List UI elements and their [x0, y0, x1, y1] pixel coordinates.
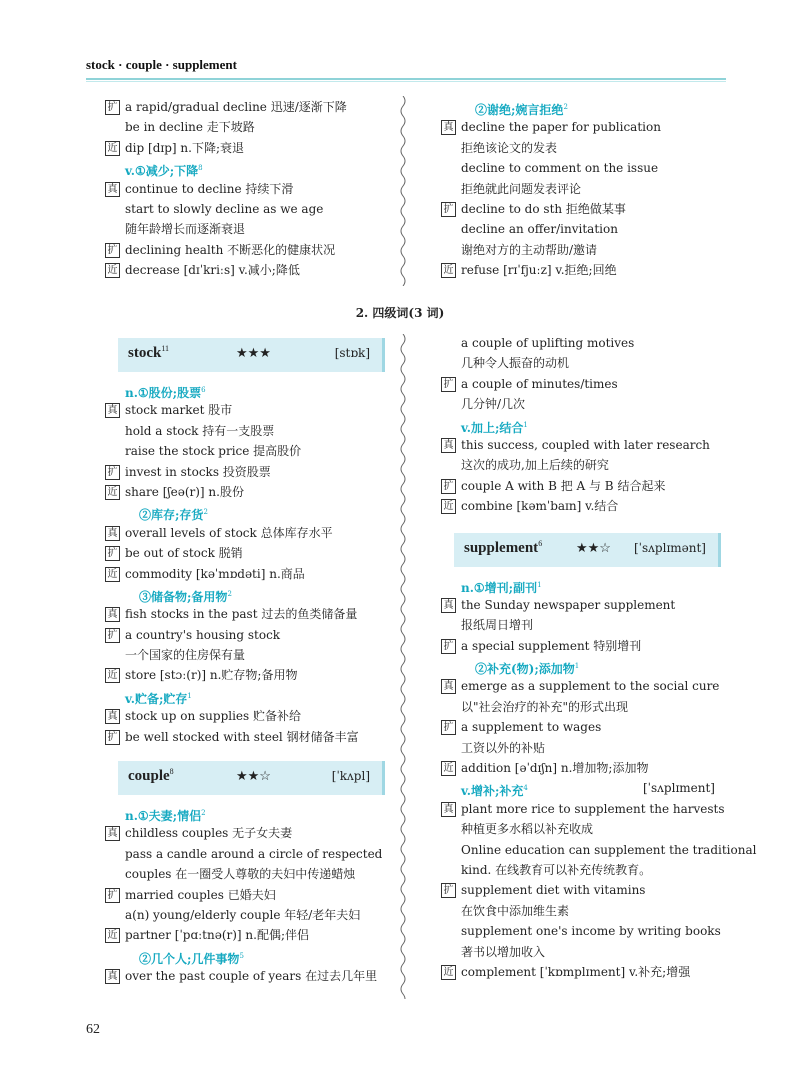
entry-line [105, 179, 385, 199]
entry-text: dip [dɪp] n.下降;衰退 [125, 140, 244, 155]
tag-kuo: 扩 [105, 243, 120, 258]
entry-text: a(n) young/elderly couple 年轻/老年夫妇 [125, 907, 361, 922]
tag-jin: 近 [441, 499, 456, 514]
entry-text: 种植更多水稻以补充收成 [461, 822, 594, 837]
entry-line [441, 496, 721, 516]
entry-line [441, 819, 721, 839]
entry-line [441, 738, 721, 758]
entry-line [441, 158, 721, 178]
ipa-stock: [stɒk] [334, 346, 370, 360]
entry-text: Online education can supplement the traditional [461, 842, 757, 857]
sense-heading [105, 380, 385, 400]
entry-text: combine [kəmˈbaɪn] v.结合 [461, 499, 619, 514]
entry-line [441, 901, 721, 921]
entry-text: decline an offer/invitation [461, 222, 618, 237]
entry-line [441, 476, 721, 496]
entry-text: 以"社会治疗的补充"的形式出现 [461, 699, 629, 714]
stock-entries [105, 380, 385, 747]
top-left-column [105, 97, 385, 281]
tag-jin: 近 [441, 263, 456, 278]
tag-kuo: 扩 [441, 639, 456, 654]
entry-text: 拒绝就此问题发表评论 [461, 181, 582, 196]
entry-line [105, 727, 385, 747]
tag-zhen: 真 [441, 598, 456, 613]
supplement-entries [441, 575, 757, 983]
frequency-count: 2 [203, 508, 208, 517]
entry-line [441, 921, 721, 941]
entry-line [105, 864, 385, 884]
entry-text: 随年龄增长而逐渐衰退 [125, 222, 246, 237]
headword-couple: couple$^8$ [128, 767, 174, 785]
sense-heading [441, 575, 721, 595]
tag-zhen: 真 [105, 826, 120, 841]
tag-jin: 近 [105, 485, 120, 500]
section-title: 2. 四级词(3 词) [355, 306, 445, 320]
entry-text: refuse [rɪˈfjuːz] v.拒绝;回绝 [461, 263, 617, 278]
entry-text: addition [əˈdɪʃn] n.增加物;添加物 [461, 761, 649, 776]
entry-line [441, 595, 721, 615]
header-rule [86, 78, 726, 80]
entry-line [105, 925, 385, 945]
entry-text: complement [ˈkɒmplɪment] v.补充;增强 [461, 964, 691, 979]
entry-line [441, 962, 721, 982]
entry-text: stock market 股市 [125, 403, 233, 418]
tag-jin: 近 [441, 965, 456, 980]
entry-line [441, 199, 721, 219]
tag-jin: 近 [105, 567, 120, 582]
sense-heading [105, 803, 385, 823]
entry-text: ②库存;存货 [139, 508, 204, 523]
frequency-count: 1 [523, 420, 528, 429]
entry-text: invest in stocks 投资股票 [125, 464, 271, 479]
entry-line [105, 564, 385, 584]
tag-jin: 近 [105, 263, 120, 278]
entry-text: 在饮食中添加维生素 [461, 903, 570, 918]
page-number: 62 [86, 1022, 100, 1037]
entry-box-couple [118, 761, 385, 795]
entry-text: 一个国家的住房保有量 [125, 648, 246, 663]
frequency-count: 1 [574, 662, 580, 671]
entry-text: couple A with B 把 A 与 B 结合起来 [461, 478, 666, 493]
entry-text: hold a stock 持有一支股票 [125, 423, 275, 438]
entry-line [105, 441, 385, 461]
entry-line [105, 625, 385, 645]
entry-text: 拒绝该论文的发表 [461, 140, 558, 155]
frequency-count: 2 [201, 809, 206, 818]
entry-line [441, 219, 721, 239]
entry-line [105, 117, 385, 137]
tag-zhen: 真 [441, 438, 456, 453]
couple-entries [105, 803, 385, 987]
entry-line [441, 138, 721, 158]
entry-line [105, 199, 385, 219]
entry-line [441, 758, 721, 778]
ipa-couple: [ˈkʌpl] [331, 769, 370, 784]
entry-box-supplement [454, 533, 721, 567]
entry-text: raise the stock price 提高股价 [125, 444, 302, 459]
entry-line [441, 455, 721, 475]
tag-jin: 近 [105, 928, 120, 943]
tag-zhen: 真 [441, 679, 456, 694]
entry-text: plant more rice to supplement the harvests [461, 801, 725, 816]
frequency-count: 4 [523, 784, 528, 793]
entry-line [105, 543, 385, 563]
entry-line [441, 333, 721, 353]
entry-text: supplement diet with vitamins [461, 883, 646, 898]
sense-heading [105, 584, 385, 604]
entry-line [441, 860, 721, 880]
entry-text: overall levels of stock 总体库存水平 [125, 525, 333, 540]
entry-text: declining health 不断恶化的健康状况 [125, 242, 336, 257]
entry-text: store [stɔː(r)] n.贮存物;备用物 [125, 668, 298, 683]
entry-line [441, 179, 721, 199]
top-right-column [441, 97, 721, 281]
tag-zhen: 真 [105, 607, 120, 622]
tag-jin: 近 [441, 761, 456, 776]
tag-jin: 近 [105, 668, 120, 683]
tag-kuo: 扩 [441, 202, 456, 217]
entry-line [441, 697, 721, 717]
entry-text: ③储备物;备用物 [139, 589, 228, 604]
sense-heading [441, 656, 721, 676]
entry-line [105, 421, 385, 441]
sense-heading [441, 778, 721, 798]
frequency-count: 2 [563, 103, 568, 111]
tag-zhen: 真 [105, 403, 120, 418]
entry-text: a couple of uplifting motives [461, 336, 635, 350]
entry-text: couples 在一圈受人尊敬的夫妇中传递蜡烛 [125, 867, 356, 882]
entry-text: be well stocked with steel 钢材储备丰富 [125, 729, 359, 744]
entry-text: fish stocks in the past 过去的鱼类储备量 [125, 607, 358, 622]
tag-kuo: 扩 [105, 730, 120, 745]
entry-line [441, 435, 721, 455]
entry-line [105, 97, 385, 117]
entry-line [441, 799, 725, 819]
sense-heading [441, 97, 721, 117]
entry-text: 报纸周日增刊 [461, 618, 534, 633]
entry-line [105, 905, 385, 925]
entry-line [441, 260, 721, 280]
entry-line [105, 462, 385, 482]
entry-line [105, 482, 385, 502]
entry-text: 工资以外的补贴 [461, 740, 546, 755]
entry-line [105, 523, 385, 543]
entry-line [441, 353, 721, 373]
tag-kuo: 扩 [441, 720, 456, 735]
entry-text: the Sunday newspaper supplement [461, 597, 676, 612]
entry-line [441, 394, 721, 414]
tag-zhen: 真 [441, 802, 456, 817]
sense-heading [105, 686, 385, 706]
entry-box-stock [118, 338, 385, 372]
entry-text: 几种令人振奋的动机 [461, 356, 570, 371]
sense-heading [105, 158, 385, 178]
entry-text: 几分钟/几次 [461, 397, 526, 412]
tag-zhen: 真 [105, 526, 120, 541]
entry-line [105, 844, 385, 864]
right-lower-column [441, 333, 757, 982]
tag-kuo: 扩 [441, 377, 456, 392]
entry-text: start to slowly decline as we age [125, 201, 324, 216]
tag-zhen: 真 [105, 709, 120, 724]
entry-text: share [ʃeə(r)] n.股份 [125, 484, 244, 499]
divider-wave [401, 334, 405, 999]
entry-text: 著书以增加收入 [461, 944, 546, 959]
entry-line [105, 604, 385, 624]
entry-text: over the past couple of years 在过去几年里 [125, 969, 378, 984]
entry-text: a couple of minutes/times [461, 376, 618, 391]
entry-line [105, 240, 385, 260]
entry-line [441, 880, 721, 900]
sense-heading [441, 415, 721, 435]
entry-line [441, 117, 721, 137]
frequency-count: 6 [201, 386, 206, 394]
entry-text: a rapid/gradual decline 迅速/逐渐下降 [125, 100, 347, 114]
entry-text: decline to comment on the issue [461, 161, 659, 176]
frequency-count: 2 [227, 589, 232, 598]
entry-line [441, 717, 721, 737]
tag-zhen: 真 [441, 120, 456, 135]
tag-kuo: 扩 [105, 465, 120, 480]
entry-text: n.①股份;股票 [125, 386, 202, 400]
couple-continued [441, 333, 721, 517]
entry-text: decrease [dɪˈkriːs] v.减小;降低 [125, 263, 300, 278]
entry-text: continue to decline 持续下滑 [125, 181, 294, 196]
entry-line [441, 942, 721, 962]
stars-stock: ★★★ [236, 346, 271, 361]
entry-text: decline the paper for publication [461, 120, 661, 135]
entry-text: v.贮备;贮存 [125, 691, 188, 706]
headword-stock: stock$^{11}$ [128, 344, 170, 361]
frequency-count: 5 [239, 951, 244, 960]
frequency-count: 8 [198, 164, 203, 173]
stars-couple: ★★☆ [236, 769, 271, 785]
entry-text: kind. 在线教育可以补充传统教育。 [461, 862, 652, 877]
entry-text: decline to do sth 拒绝做某事 [461, 201, 626, 216]
entry-text: married couples 已婚夫妇 [125, 887, 276, 902]
entry-text: 谢绝对方的主动帮助/邀请 [461, 242, 598, 257]
tag-kuo: 扩 [105, 888, 120, 903]
entry-line [441, 615, 721, 635]
entry-text: v.加上;结合 [461, 420, 524, 435]
entry-text: v.增补;补充 [461, 784, 524, 799]
ipa-verb: [ˈsʌplɪment] [643, 781, 715, 796]
entry-text: n.①增刊;副刊 [461, 580, 538, 595]
running-header: stock · couple · supplement [86, 57, 237, 72]
entry-text: childless couples 无子女夫妻 [125, 826, 293, 841]
tag-zhen: 真 [105, 969, 120, 984]
sense-heading [105, 946, 385, 966]
entry-text: ②补充(物);添加物 [475, 662, 575, 677]
frequency-count: 1 [537, 580, 542, 589]
entry-text: pass a candle around a circle of respected [125, 846, 383, 861]
entry-line [105, 966, 385, 986]
entry-text: 这次的成功,加上后续的研究 [461, 458, 609, 473]
header-rule-thin [86, 81, 726, 82]
entry-line [441, 840, 757, 860]
tag-kuo: 扩 [105, 628, 120, 643]
entry-text: a country's housing stock [125, 627, 281, 642]
tag-kuo: 扩 [105, 100, 120, 115]
tag-kuo: 扩 [441, 479, 456, 494]
entry-line [441, 374, 721, 394]
tag-jin: 近 [105, 141, 120, 156]
headword-supplement: supplement$^6$ [464, 538, 543, 556]
entry-text: a supplement to wages [461, 720, 602, 735]
entry-line [105, 706, 385, 726]
entry-text: partner [ˈpɑːtnə(r)] n.配偶;伴侣 [125, 928, 309, 943]
entry-line [441, 240, 721, 260]
tag-kuo: 扩 [441, 883, 456, 898]
frequency-count: 1 [187, 691, 192, 700]
entry-line [441, 636, 721, 656]
entry-line [105, 400, 385, 420]
left-lower-column [105, 338, 385, 987]
entry-line [105, 260, 385, 280]
entry-line [105, 665, 385, 685]
sense-heading [105, 502, 385, 522]
entry-text: n.①夫妻;情侣 [125, 809, 202, 824]
entry-text: emerge as a supplement to the social cure [461, 679, 720, 694]
entry-line [105, 219, 385, 239]
tag-kuo: 扩 [105, 546, 120, 561]
tag-zhen: 真 [105, 182, 120, 197]
entry-line [105, 823, 385, 843]
entry-line [105, 885, 385, 905]
entry-text: be in decline 走下坡路 [125, 120, 255, 135]
entry-text: stock up on supplies 贮备补给 [125, 709, 302, 724]
stars-supplement: ★★☆ [576, 540, 611, 556]
column-divider-top [399, 96, 407, 286]
column-divider-bottom [399, 334, 407, 999]
entry-line [441, 676, 721, 696]
entry-text: a special supplement 特别增刊 [461, 638, 642, 653]
entry-text: commodity [kəˈmɒdəti] n.商品 [125, 566, 305, 581]
entry-text: ②几个人;几件事物 [139, 951, 240, 966]
ipa-supplement: [ˈsʌplɪmənt] [634, 540, 706, 555]
entry-text: this success, coupled with later research [461, 437, 710, 452]
entry-text: supplement one's income by writing books [461, 924, 721, 939]
entry-text: ②谢绝;婉言拒绝 [475, 103, 564, 117]
entry-line [105, 138, 385, 158]
entry-text: be out of stock 脱销 [125, 546, 243, 561]
entry-text: v.①减少;下降 [125, 164, 199, 179]
entry-line [105, 645, 385, 665]
